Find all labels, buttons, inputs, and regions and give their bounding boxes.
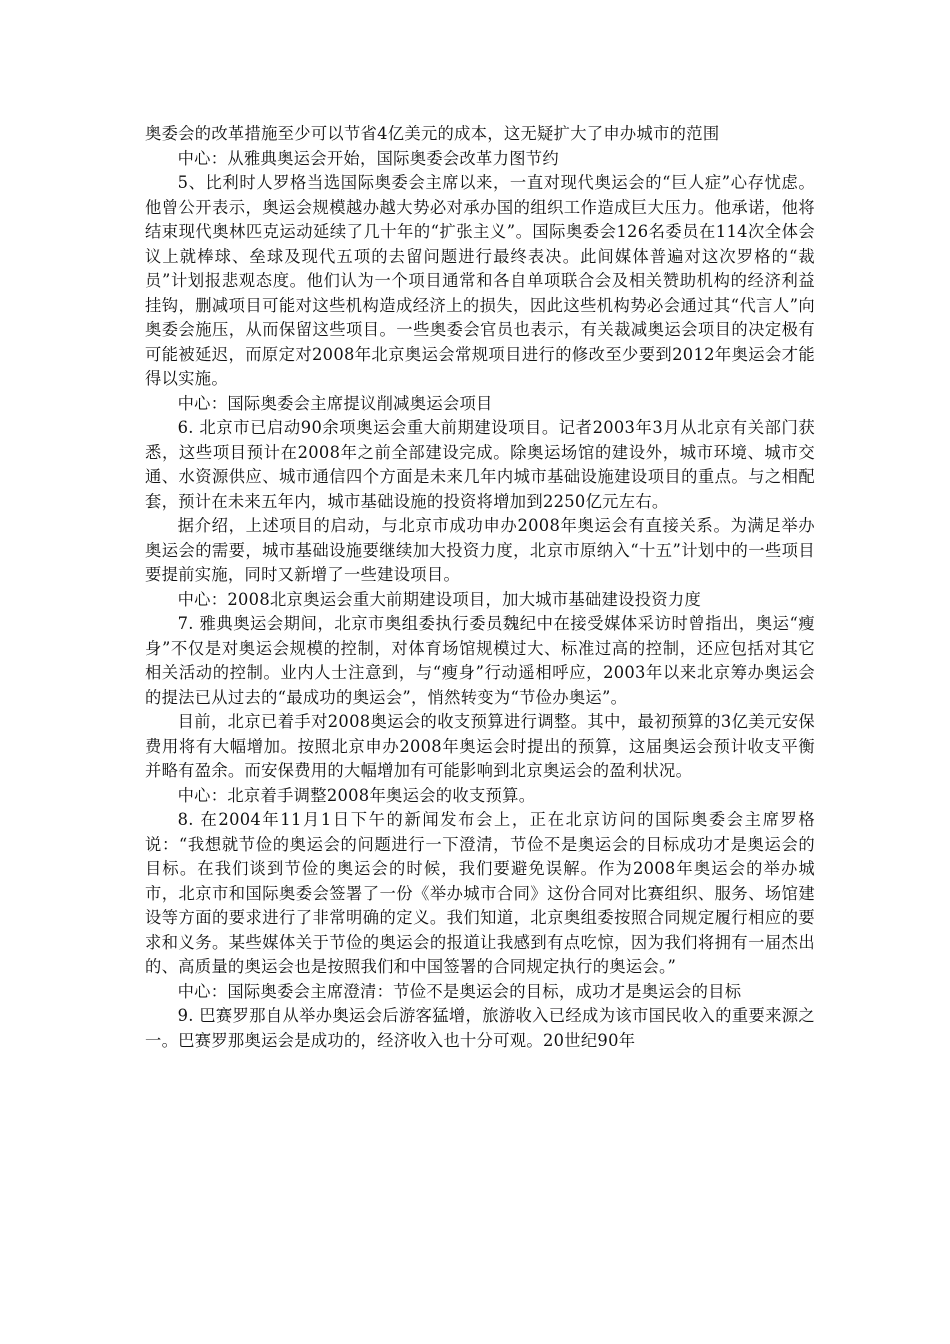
paragraph-9: 9. 巴赛罗那自从举办奥运会后游客猛增，旅游收入已经成为该市国民收入的重要来源之一。巴赛罗那奥运会是成功的，经济收入也十分可观。20世纪90年 xyxy=(145,1006,815,1050)
paragraph-5: 5、比利时人罗格当选国际奥委会主席以来，一直对现代奥运会的“巨人症”心存忧虑。他曾公开表示，奥运会规模越办越大势必对承办国的组织工作造成巨大压力。他承诺，他将结束现代奥林匹克运动延续了几十年的“扩张主义”。国际奥委会126名委员在114次全体会议上就棒球、垒球及现代五项的去留问题进行最终表决。此间媒体普遍对这次罗格的“裁员”计划报悲观态度。他们认为一个项目通常和各自单项联合会及相关赞助机构的经济利益挂钩，删减项目可能对这些机构造成经济上的损失，因此这些机构势必会通过其“代言人”向奥委会施压，从而保留这些项目。一些奥委会官员也表示，有关裁减奥运会项目的决定极有可能被延迟，而原定对2008年北京奥运会常规项目进行的修改至少要到2012年奥运会才能得以实施。 xyxy=(145,173,815,388)
paragraph-6: 6. 北京市已启动90余项奥运会重大前期建设项目。记者2003年3月从北京有关部门获悉，这些项目预计在2008年之前全部建设完成。除奥运场馆的建设外，城市环境、城市交通、水资源供应、城市通信四个方面是未来几年内城市基础设施建设项目的重点。与之相配套，预计在未来五年内，城市基础设施的投资将增加到2250亿元左右。 xyxy=(145,418,815,511)
paragraph-6b: 据介绍，上述项目的启动，与北京市成功申办2008年奥运会有直接关系。为满足举办奥运会的需要，城市基础设施要继续加大投资力度，北京市原纳入“十五”计划中的一些项目要提前实施，同时又新增了一些建设项目。 xyxy=(145,516,815,584)
center-summary-6: 中心：2008北京奥运会重大前期建设项目，加大城市基础建设投资力度 xyxy=(177,589,702,609)
paragraph-intro: 奥委会的改革措施至少可以节省4亿美元的成本，这无疑扩大了申办城市的范围 xyxy=(145,124,720,143)
center-summary-5: 中心：国际奥委会主席提议削减奥运会项目 xyxy=(177,393,493,413)
document-page xyxy=(145,122,815,1053)
paragraph-8: 8. 在2004年11月1日下午的新闻发布会上，正在北京访问的国际奥委会主席罗格说：“我想就节俭的奥运会的问题进行一下澄清，节俭不是奥运会的目标成功才是奥运会的目标。在我们谈到节俭的奥运会的时候，我们要避免误解。作为2008年奥运会的举办城市，北京市和国际奥委会签署了一份《举办城市合同》这份合同对比赛组织、服务、场馆建设等方面的要求进行了非常明确的定义。我们知道，北京奥组委按照合同规定履行相应的要求和义务。某些媒体关于节俭的奥运会的报道让我感到有点吃惊，因为我们将拥有一届杰出的、高质量的奥运会也是按照我们和中国签署的合同规定执行的奥运会。” xyxy=(145,810,815,976)
paragraph-7b: 目前，北京已着手对2008奥运会的收支预算进行调整。其中，最初预算的3亿美元安保费用将有大幅增加。按照北京申办2008年奥运会时提出的预算，这届奥运会预计收支平衡并略有盈余。而安保费用的大幅增加有可能影响到北京奥运会的盈利状况。 xyxy=(145,712,815,780)
paragraph-7: 7. 雅典奥运会期间，北京市奥组委执行委员魏纪中在接受媒体采访时曾指出，奥运“瘦身”不仅是对奥运会规模的控制，对体育场馆规模过大、标准过高的控制，还应包括对其它相关活动的控制。业内人士注意到，与“瘦身”行动遥相呼应，2003年以来北京筹办奥运会的提法已从过去的“最成功的奥运会”，悄然转变为“节俭办奥运”。 xyxy=(145,614,815,707)
center-summary-7: 中心：北京着手调整2008年奥运会的收支预算。 xyxy=(177,785,536,805)
center-summary-4: 中心：从雅典奥运会开始，国际奥委会改革力图节约 xyxy=(177,148,559,168)
center-summary-8: 中心：国际奥委会主席澄清：节俭不是奥运会的目标，成功才是奥运会的目标 xyxy=(177,981,742,1001)
